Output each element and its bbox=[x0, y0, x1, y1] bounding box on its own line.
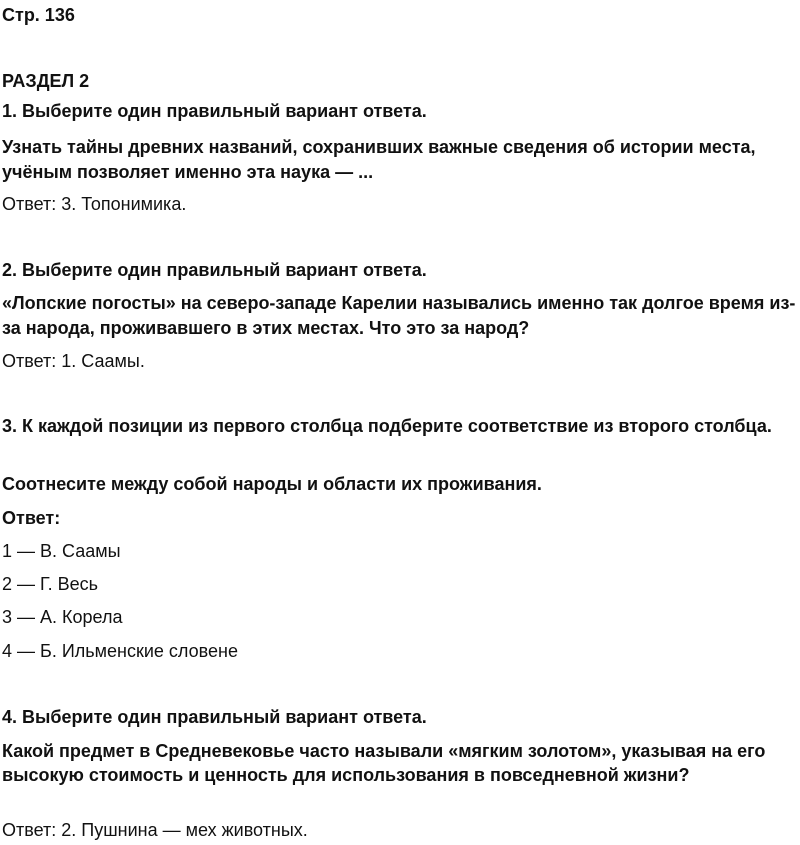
question-1-heading: 1. Выберите один правильный вариант ответа. bbox=[2, 101, 427, 121]
section-title: РАЗДЕЛ 2 bbox=[2, 71, 90, 91]
match-item: 4 — Б. Ильменские словене bbox=[2, 641, 238, 661]
question-4-prompt: Какой предмет в Средневековье часто называли «мягким золотом», указывая на его высокую стоимость и ценность для использования в повседневной жизни? bbox=[2, 741, 766, 785]
question-2-prompt: «Лопские погосты» на северо-западе Карелии назывались именно так долгое время из-за народа, проживавшего в этих местах. Что это за народ? bbox=[2, 293, 796, 338]
question-1-prompt: Узнать тайны древних названий, сохранивших важные сведения об истории места, учёным позволяет именно эта наука — ... bbox=[2, 137, 756, 182]
page-label: Стр. 136 bbox=[2, 5, 75, 25]
question-2-answer: Ответ: 1. Саамы. bbox=[2, 351, 145, 371]
question-4-answer: Ответ: 2. Пушнина — мех животных. bbox=[2, 820, 308, 840]
match-item: 3 — А. Корела bbox=[2, 607, 123, 627]
match-item: 2 — Г. Весь bbox=[2, 574, 98, 594]
question-1-answer: Ответ: 3. Топонимика. bbox=[2, 194, 187, 214]
question-3-heading: 3. К каждой позиции из первого столбца подберите соответствие из второго столбца. bbox=[2, 416, 772, 436]
question-3-prompt: Соотнесите между собой народы и области их проживания. bbox=[2, 474, 542, 494]
question-3-answer-label: Ответ: bbox=[2, 508, 61, 528]
match-item: 1 — В. Саамы bbox=[2, 541, 121, 561]
question-2-heading: 2. Выберите один правильный вариант ответа. bbox=[2, 260, 427, 280]
question-4-heading: 4. Выберите один правильный вариант ответа. bbox=[2, 707, 427, 727]
